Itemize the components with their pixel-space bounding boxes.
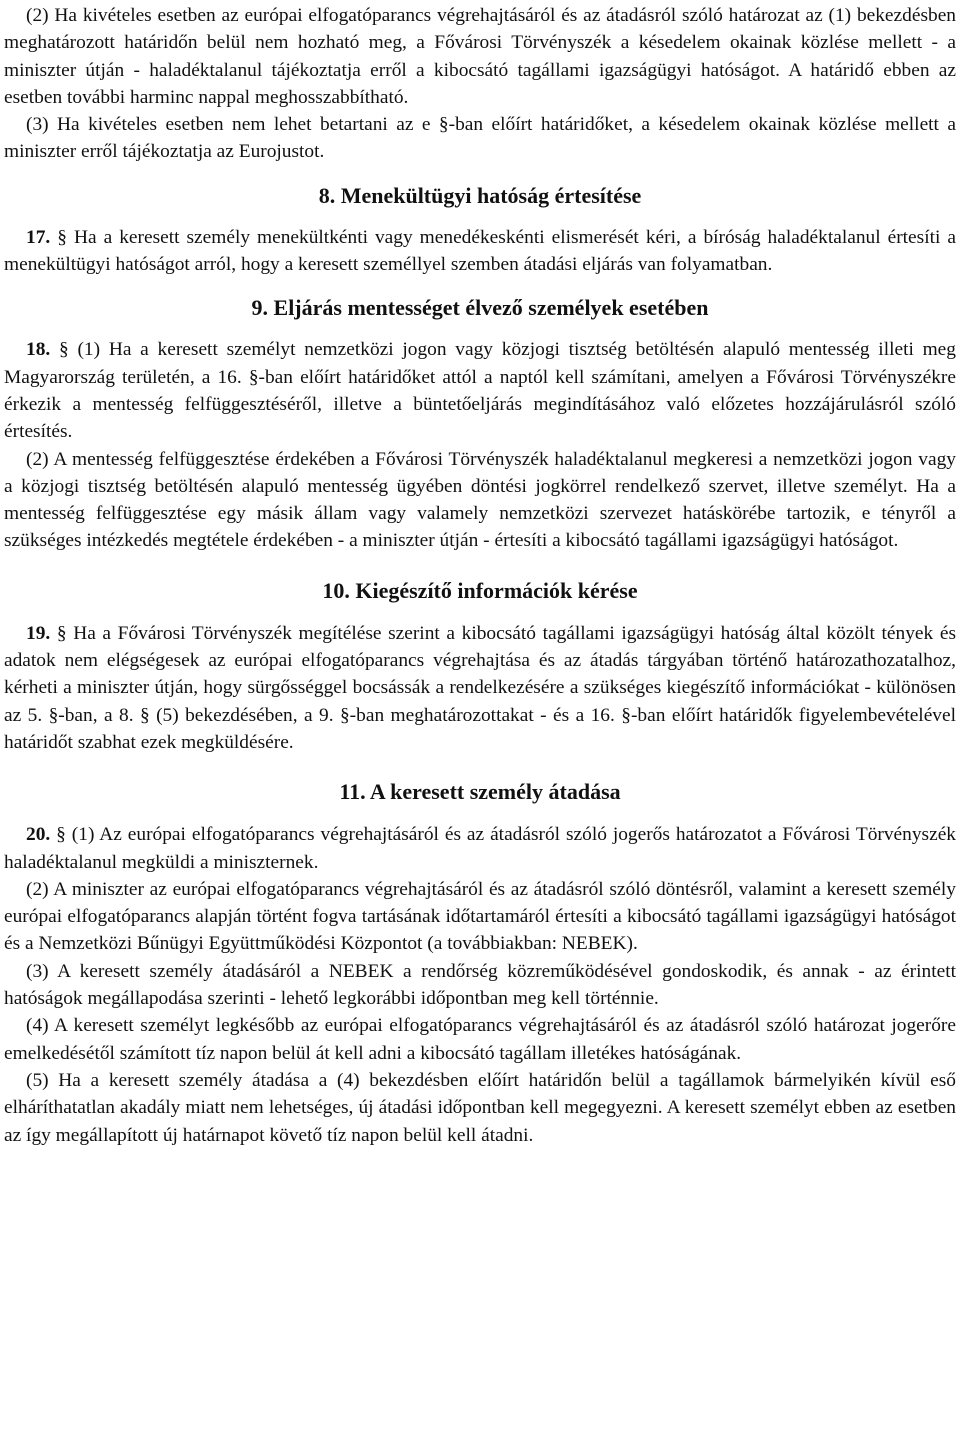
section-20-2: (2) A miniszter az európai elfogatóparancs végrehajtásáról és az átadásról szóló döntésről, valamint a keresett személy európai elfogatóparancs alapján történt fogva tartásának időtartamáról értesíti a kibocsátó tagállami igazságügyi hatóságot és a Nemzetközi Bűnügyi Együttműködési Központot (a továbbiakban: NEBEK). <box>4 878 956 955</box>
section-20-5: (5) Ha a keresett személy átadása a (4) bekezdésben előírt határidőn belül a tagállamok bármelyikén kívül eső elháríthatatlan akadály miatt nem lehetséges, új átadási időpontban kell megegyezni. A keresett személyt ebben az esetben az így megállapított új határnapot követő tíz napon belül kell átadni. <box>4 1069 956 1146</box>
heading-section-8: 8. Menekültügyi hatóság értesítése <box>318 182 642 208</box>
section-17-text: § Ha a keresett személy menekültkénti vagy menedékeskénti elismerését kéri, a bíróság haladéktalanul értesíti a menekültügyi hatóságot arról, hogy a keresett személlyel szemben átadási eljárás van folyamatban. <box>4 226 956 276</box>
section-18-text-1: § (1) Ha a keresett személyt nemzetközi jogon vagy közjogi tisztség betöltésén alapuló mentesség illeti meg Magyarország területén, a 16. §-ban előírt határidőket attól a naptól kell számítani, amelyen a Fővárosi Törvényszékre érkezik a mentesség felfüggesztéséről, illetve a büntetőeljárás megindításához való előzetes hozzájárulásról szóló értesítés. <box>4 339 956 443</box>
section-19 <box>4 620 956 756</box>
section-20-3: (3) A keresett személy átadásáról a NEBEK a rendőrség közreműködésével gondoskodik, és annak - az érintett hatóságok megállapodása szerinti - lehető legkorábbi időpontban meg kell történnie. <box>4 960 956 1010</box>
section-18-2: (2) A mentesség felfüggesztése érdekében a Fővárosi Törvényszék haladéktalanul megkeresi a nemzetközi jogon vagy a közjogi tisztség betöltésén alapuló mentesség ügyében döntési jogkörrel rendelkező szervet, illetve személyt. Ha a mentesség felfüggesztése egy másik állam vagy valamely nemzetközi szervezet hatáskörébe tartozik, e tényről a szükséges intézkedés megtétele érdekében - a miniszter útján - értesíti a kibocsátó tagállami igazságügyi hatóságot. <box>4 448 956 552</box>
section-19-number: 19. <box>26 622 51 644</box>
heading-section-9: 9. Eljárás mentességet élvező személyek esetében <box>251 295 709 321</box>
section-17 <box>4 224 956 279</box>
section-20-number: 20. <box>26 824 51 846</box>
section-19-text: § Ha a Fővárosi Törvényszék megítélése szerint a kibocsátó tagállami igazságügyi hatóság által közölt tények és adatok nem elégségesek az európai elfogatóparancs végrehajtása és az átadás tárgyában történő határozathozatalhoz, kérheti a miniszter útján, hogy sürgősséggel bocsássák a rendelkezésére a szükséges kiegészítő információkat - különösen az 5. §-ban, a 8. § (5) bekezdésében, a 9. §-ban meghatározottakat - és a 16. §-ban előírt határidők figyelembevételével határidőt szabhat ezek megküldésére. <box>4 622 956 753</box>
section-17-number: 17. <box>26 226 51 248</box>
section-20-1 <box>4 821 956 876</box>
section-18-number: 18. <box>26 339 51 361</box>
section-20-text-1: § (1) Az európai elfogatóparancs végrehajtásáról és az átadásról szóló jogerős határozatot a Fővárosi Törvényszék haladéktalanul megküldi a miniszternek. <box>4 824 956 873</box>
section-18-1 <box>4 336 956 445</box>
section-20-4: (4) A keresett személyt legkésőbb az európai elfogatóparancs végrehajtásáról és az átadásról szóló határozat jogerőre emelkedésétől számított tíz napon belül át kell adni a kibocsátó tagállam illetékes hatóságának. <box>4 1015 956 1064</box>
paragraph-16-3: (3) Ha kivételes esetben nem lehet betartani az e §-ban előírt határidőket, a késedelem okainak közlése mellett a miniszter erről tájékoztatja az Eurojustot. <box>4 114 956 163</box>
heading-section-10: 10. Kiegészítő információk kérése <box>322 577 638 603</box>
heading-section-11: 11. A keresett személy átadása <box>339 779 621 805</box>
paragraph-16-2: (2) Ha kivételes esetben az európai elfogatóparancs végrehajtásáról és az átadásról szóló határozat az (1) bekezdésben meghatározott határidőn belül nem hozható meg, a Fővárosi Törvényszék a késedelem okainak közlése mellett - a miniszter útján - haladéktalanul tájékoztatja erről a kibocsátó tagállami igazságügyi hatóságot. A határidő ebben az esetben további harminc nappal meghosszabbítható. <box>4 5 956 108</box>
